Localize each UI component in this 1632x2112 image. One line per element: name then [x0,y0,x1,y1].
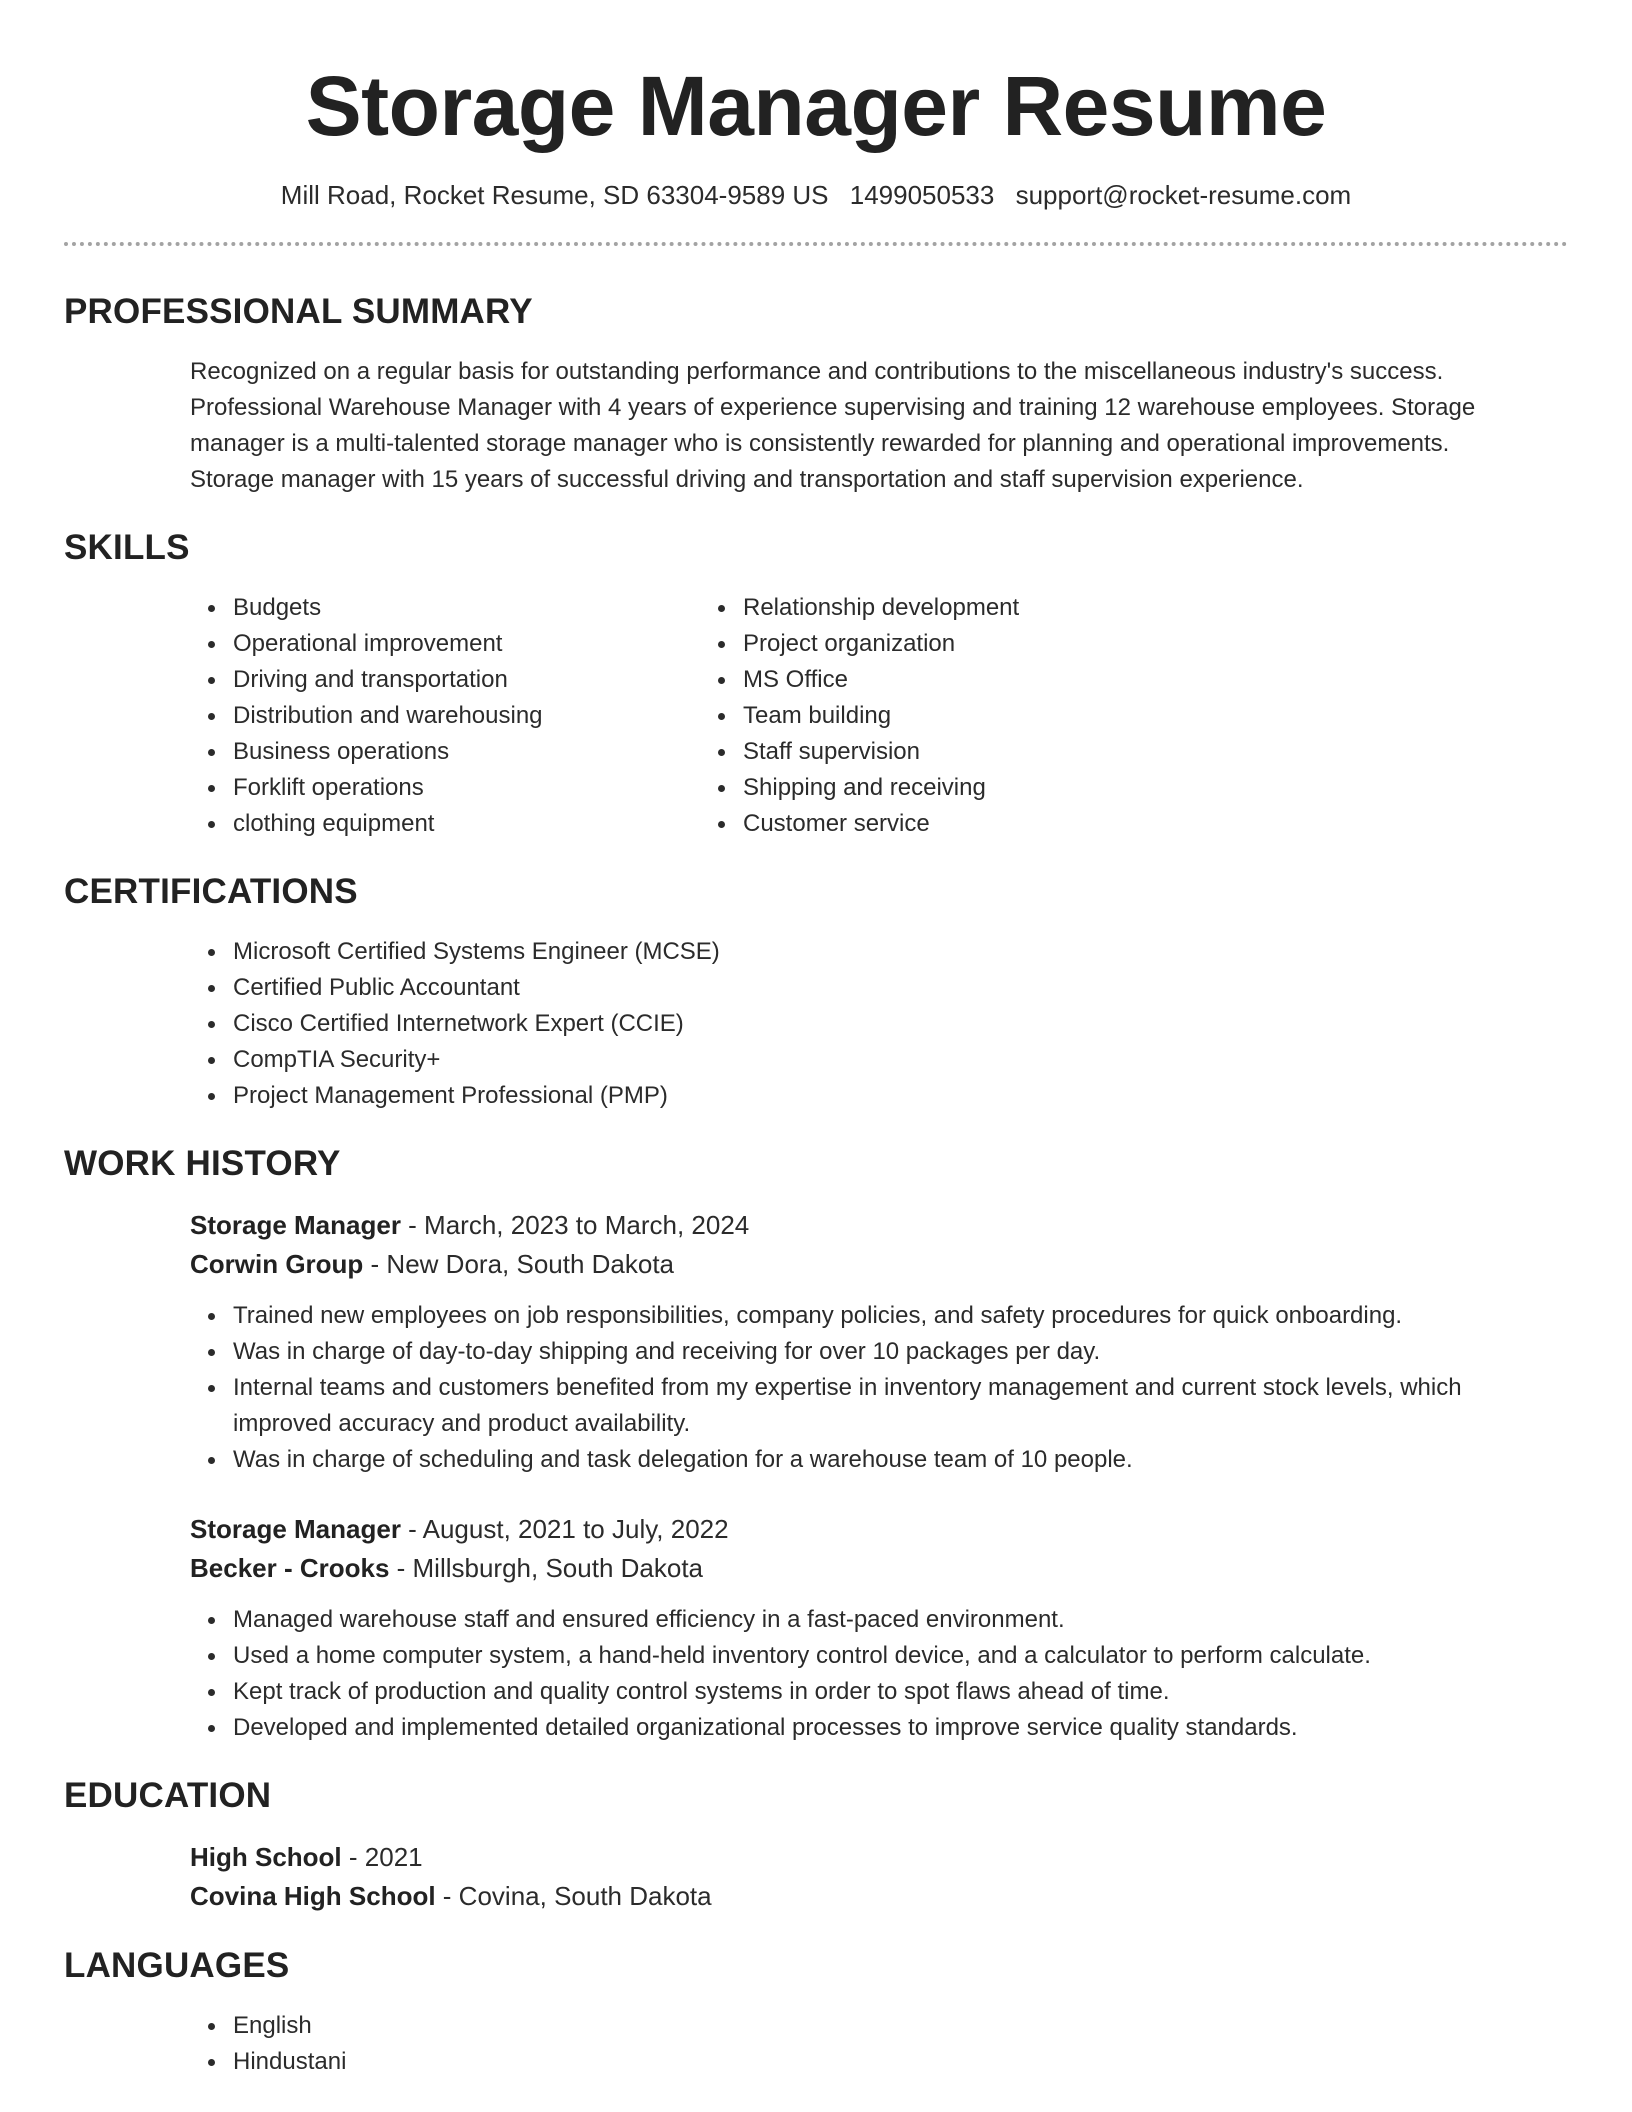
list-item: clothing equipment [233,806,743,842]
contact-phone: 1499050533 [849,180,995,210]
work-section [64,1142,1568,1746]
list-item: Managed warehouse staff and ensured efficiency in a fast-paced environment. [233,1602,1498,1638]
summary-text: Recognized on a regular basis for outstanding performance and contributions to the miscellaneous industry's success. Professional Warehouse Manager with 4 years of experience supervising and training 12 warehouse employees. Storage manager is a multi-talented storage manager who is consistently rewarded for planning and operational improvements. Storage manager with 15 years of successful driving and transportation and staff supervision experience. [190,358,1476,493]
list-item: Customer service [743,806,1019,842]
job-company: Corwin Group [190,1249,364,1279]
summary-section [64,290,1568,498]
list-item: Team building [743,698,1019,734]
list-item: Was in charge of scheduling and task delegation for a warehouse team of 10 people. [233,1442,1498,1478]
job-dates: - August, 2021 to July, 2022 [400,1514,729,1544]
job-entry [64,1510,1568,1746]
education-entry [64,1838,1568,1916]
list-item: MS Office [743,662,1019,698]
list-item: Internal teams and customers benefited from my expertise in inventory management and current stock levels, which improved accuracy and product availability. [233,1370,1498,1442]
list-item: Used a home computer system, a hand-held inventory control device, and a calculator to perform calculate. [233,1638,1498,1674]
contact-email[interactable]: support@rocket-resume.com [1015,180,1352,210]
list-item: Was in charge of day-to-day shipping and receiving for over 10 packages per day. [233,1334,1498,1370]
job-dates: - March, 2023 to March, 2024 [400,1210,750,1240]
list-item: Certified Public Accountant [233,970,1568,1006]
education-school-line [64,1877,1568,1916]
job-bullets [64,1298,1568,1478]
skills-section [64,526,1568,842]
list-item: Developed and implemented detailed organizational processes to improve service quality standards. [233,1710,1498,1746]
header-divider [64,242,1568,246]
section-title-work: WORK HISTORY [64,1144,341,1183]
job-location: - Millsburgh, South Dakota [389,1553,704,1583]
job-role: Storage Manager [190,1210,401,1240]
job-role-line [64,1206,1568,1245]
list-item: Budgets [233,590,743,626]
contact-line [64,178,1568,212]
skills-columns [64,590,1568,842]
education-degree-line [64,1838,1568,1877]
section-title-certifications: CERTIFICATIONS [64,872,358,911]
list-item: Cisco Certified Internetwork Expert (CCIE) [233,1006,1568,1042]
list-item: Business operations [233,734,743,770]
list-item: Distribution and warehousing [233,698,743,734]
list-item: Driving and transportation [233,662,743,698]
education-section [64,1774,1568,1916]
section-title-education: EDUCATION [64,1776,272,1815]
job-company-line [64,1245,1568,1284]
certifications-section [64,870,1568,1114]
contact-address: Mill Road, Rocket Resume, SD 63304-9589 US [280,180,829,210]
list-item: Relationship development [743,590,1019,626]
languages-list [64,2008,1568,2080]
education-location: - Covina, South Dakota [435,1881,712,1911]
list-item: Microsoft Certified Systems Engineer (MCSE) [233,934,1568,970]
job-role: Storage Manager [190,1514,401,1544]
section-title-languages: LANGUAGES [64,1946,290,1985]
education-school: Covina High School [190,1881,436,1911]
job-location: - New Dora, South Dakota [363,1249,675,1279]
list-item: English [233,2008,1568,2044]
section-title-skills: SKILLS [64,528,190,567]
resume-title: Storage Manager Resume [305,59,1327,153]
job-company-line [64,1549,1568,1588]
list-item: Project organization [743,626,1019,662]
list-item: Trained new employees on job responsibilities, company policies, and safety procedures for quick onboarding. [233,1298,1498,1334]
list-item: Operational improvement [233,626,743,662]
list-item: Forklift operations [233,770,743,806]
skills-list-left [64,590,743,842]
list-item: Hindustani [233,2044,1568,2080]
list-item: CompTIA Security+ [233,1042,1568,1078]
skills-list-right [743,590,1019,842]
list-item: Staff supervision [743,734,1019,770]
section-title-summary: PROFESSIONAL SUMMARY [64,292,533,331]
education-year: - 2021 [341,1842,423,1872]
languages-section [64,1944,1568,2080]
job-bullets [64,1602,1568,1746]
list-item: Project Management Professional (PMP) [233,1078,1568,1114]
job-role-line [64,1510,1568,1549]
job-company: Becker - Crooks [190,1553,390,1583]
list-item: Kept track of production and quality control systems in order to spot flaws ahead of time. [233,1674,1498,1710]
job-entry [64,1206,1568,1478]
list-item: Shipping and receiving [743,770,1019,806]
certifications-list [64,934,1568,1114]
education-degree: High School [190,1842,342,1872]
